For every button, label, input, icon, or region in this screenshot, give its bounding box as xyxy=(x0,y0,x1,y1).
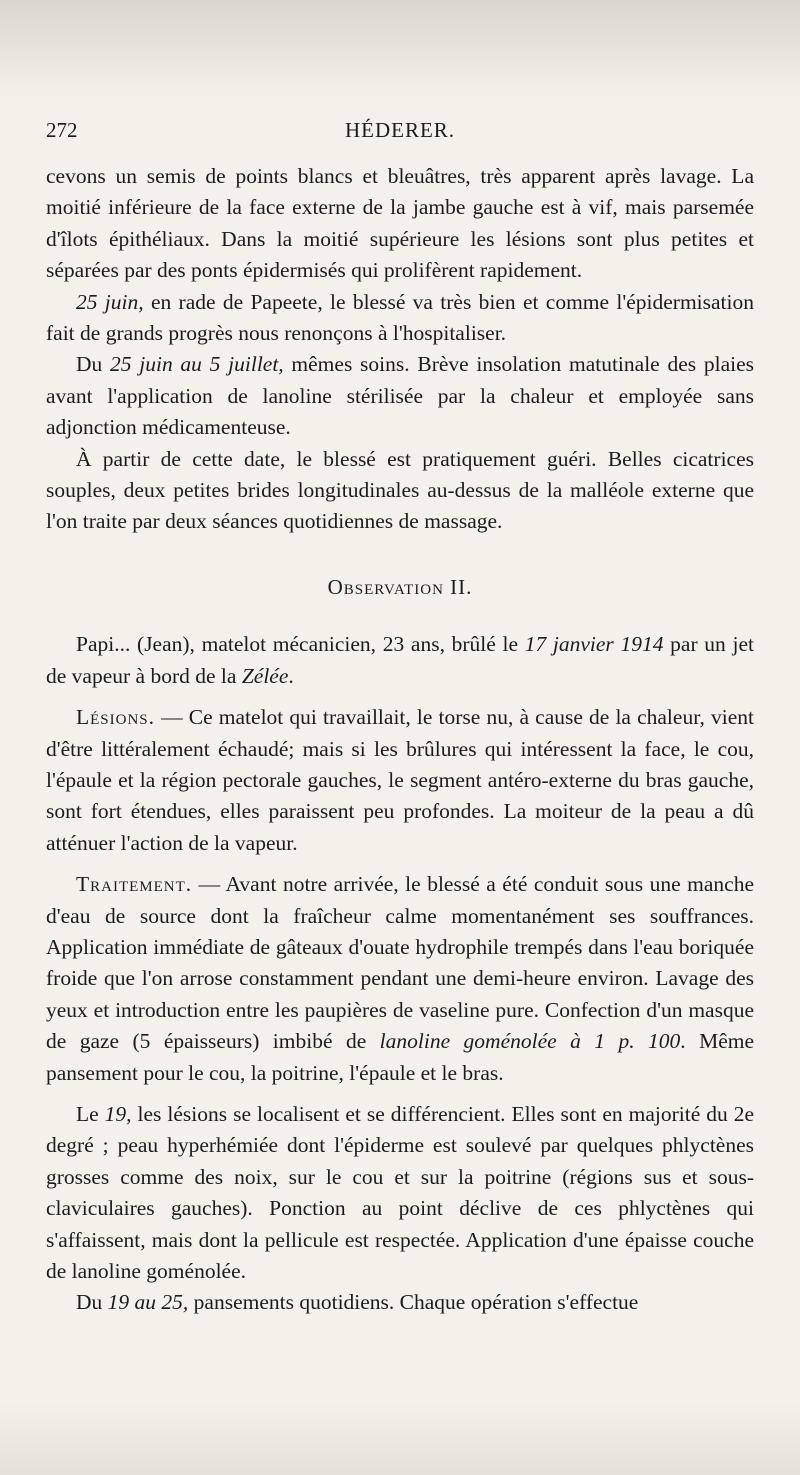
page-number: 272 xyxy=(46,118,78,142)
date-label: 19, xyxy=(104,1101,132,1126)
ship-name: Zélée xyxy=(241,663,289,688)
observation-intro xyxy=(46,629,754,692)
paragraph-a-partir xyxy=(46,444,754,538)
traitement-end: . Même pansement pour le cou, la poitrine, l'épaule et le bras. xyxy=(46,1029,755,1085)
traitement-text: — Avant notre arrivée, le blessé a été conduit sous une manche d'eau de source dont la fraîcheur calme momentanément ses souffrances. Application immédiate de gâteaux d'ouate hydrophile trempés dans l'eau boriquée froide que l'on arrose constamment pendant une demi-heure environ. Lavage des yeux et introduction entre les paupières de vaseline pure. Confection d'un masque de gaze (5 épaisseurs) imbibé de xyxy=(46,872,754,1054)
lesions-paragraph xyxy=(46,702,754,859)
paragraph-text: À partir de cette date, le blessé est pratiquement guéri. Belles cicatrices souples, deux petites brides longitudinales au-dessus de la malléole externe que l'on traite par deux séances quotidiennes de massage. xyxy=(46,446,754,534)
paragraph-prefix: Du xyxy=(76,352,111,377)
date-label: 25 juin au 5 juillet, xyxy=(110,352,284,377)
paragraph-prefix: Le xyxy=(76,1101,105,1126)
paragraph-prefix: Du xyxy=(76,1290,108,1315)
page-body xyxy=(46,161,754,1319)
traitement-label: Traitement. xyxy=(76,872,193,897)
paragraph-text: pansements quotidiens. Chaque opération s'effectue xyxy=(188,1290,639,1315)
lesions-text: — Ce matelot qui travaillait, le torse nu, à cause de la chaleur, vient d'être littéralement échaudé; mais si les brûlures qui intéressent la face, le cou, l'épaule et la région pectorale gauches, le segment antéro-externe du bras gauche, sont fort étendues, elles paraissent peu profondes. La moiteur de la peau a dû atténuer l'action de la vapeur. xyxy=(46,705,754,855)
date-label: 25 juin, xyxy=(76,289,144,314)
paragraph-text: les lésions se localisent et se différencient. Elles sont en majorité du 2e degré ; peau hyperhémiée dont l'épiderme est soulevé par quelques phlyctènes grosses comme des noix, sur le cou et sur la poitrine (régions sus et sous-claviculaires gauches). Ponction au point déclive de ces phlyctènes qui s'affaissent, mais dont la pellicule est respectée. Application d'une épaisse couche de lanoline goménolée. xyxy=(46,1101,754,1283)
lesions-label: Lésions. xyxy=(76,705,156,730)
paragraph-text: mêmes soins. Brève insolation matutinale des plaies avant l'application de lanoline stérilisée par la chaleur et employée sans adjonction médicamenteuse. xyxy=(46,352,754,440)
running-title: HÉDERER. xyxy=(344,118,456,142)
intro-text: Papi... (Jean), matelot mécanicien, 23 ans, brûlé le xyxy=(76,632,525,657)
paragraph-25-juin-5-juillet xyxy=(46,349,754,443)
du-19-paragraph xyxy=(46,1287,754,1318)
paragraph-text: en rade de Papeete, le blessé va très bien et comme l'épidermisation fait de grands progrès nous renonçons à l'hospitaliser. xyxy=(46,289,754,346)
traitement-italic: lanoline goménolée à 1 p. 100 xyxy=(379,1029,681,1054)
paragraph-continuation xyxy=(46,161,754,287)
page-header xyxy=(46,118,754,148)
traitement-paragraph xyxy=(46,869,754,1089)
intro-date: 17 janvier 1914 xyxy=(524,632,664,657)
intro-end: . xyxy=(288,663,294,688)
date-label: 19 au 25, xyxy=(107,1290,189,1315)
intro-text: par un jet de vapeur à bord de la xyxy=(46,632,754,688)
observation-heading: Observation II. xyxy=(327,574,473,599)
le-19-paragraph xyxy=(46,1099,754,1287)
paragraph-text: cevons un semis de points blancs et bleuâtres, très apparent après lavage. La moitié inférieure de la face externe de la jambe gauche est à vif, mais parsemée d'îlots épithéliaux. Dans la moitié supérieure les lésions sont plus petites et séparées par des ponts épidermisés qui prolifèrent rapidement. xyxy=(46,164,754,283)
paragraph-25-juin xyxy=(46,287,754,350)
